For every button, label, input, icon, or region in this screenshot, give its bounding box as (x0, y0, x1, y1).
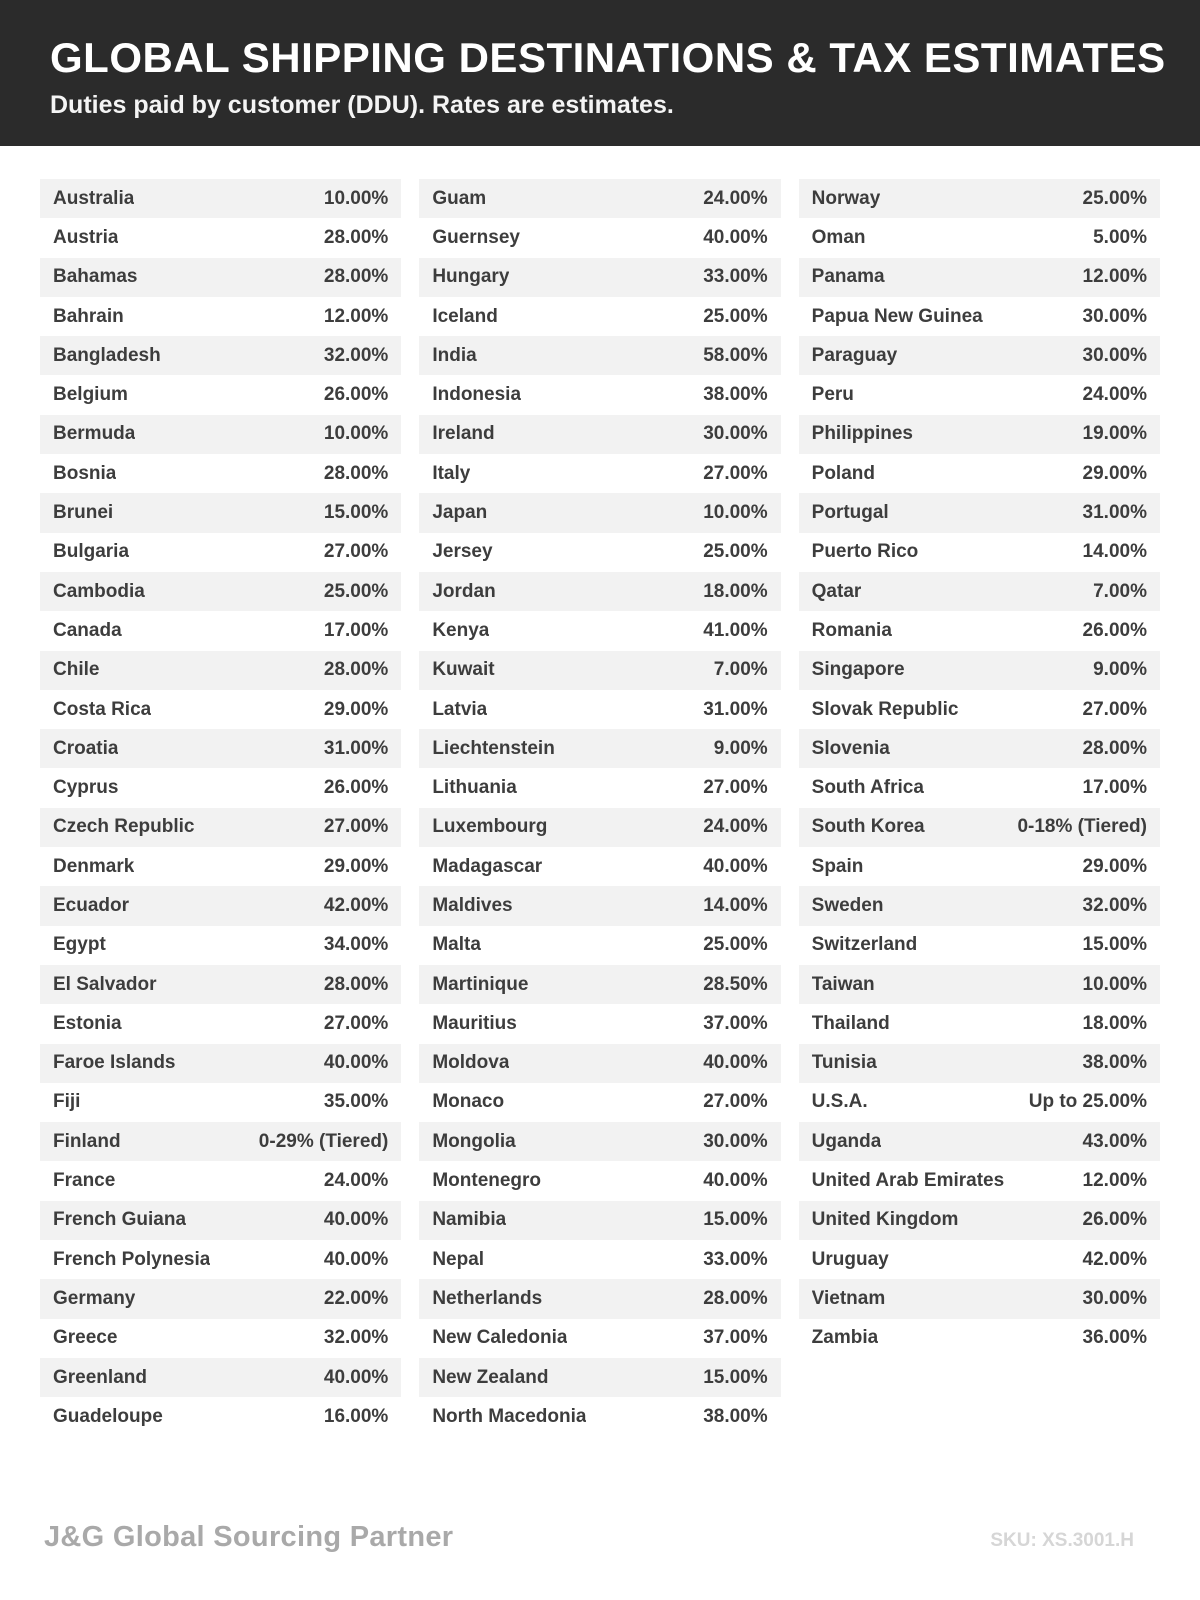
table-row (799, 611, 1160, 650)
rates-column-1 (40, 179, 401, 1437)
tax-rate: 40.00% (703, 226, 768, 248)
table-row (40, 1122, 401, 1161)
country-name: Greenland (53, 1366, 147, 1388)
table-row (40, 1044, 401, 1083)
table-row (40, 179, 401, 218)
tax-rate: 37.00% (703, 1327, 768, 1349)
table-row (799, 1161, 1160, 1200)
country-name: Jordan (432, 580, 496, 602)
tax-rate: 12.00% (1082, 1170, 1147, 1192)
tax-rate: 27.00% (703, 1091, 768, 1113)
table-row (419, 1083, 780, 1122)
tax-rate: 28.00% (703, 1287, 768, 1309)
table-row (799, 572, 1160, 611)
country-name: Italy (432, 462, 471, 484)
table-row (40, 258, 401, 297)
country-name: Philippines (811, 423, 914, 445)
country-name: Spain (811, 855, 864, 877)
table-row (799, 454, 1160, 493)
country-name: Lithuania (432, 777, 517, 799)
country-name: Faroe Islands (53, 1052, 176, 1074)
table-row (799, 1319, 1160, 1358)
country-name: Mongolia (432, 1130, 516, 1152)
country-name: Slovenia (811, 737, 890, 759)
tax-rate: 10.00% (323, 423, 389, 445)
tax-rate: 17.00% (323, 619, 389, 641)
table-row (419, 690, 780, 729)
tax-rate: 28.50% (703, 973, 768, 995)
tax-rate: 14.00% (703, 894, 768, 916)
tax-rate: 24.00% (323, 1170, 389, 1192)
tax-rate: 38.00% (1082, 1052, 1147, 1074)
country-name: Singapore (811, 659, 905, 681)
country-name: Paraguay (811, 344, 898, 366)
tax-rate: 58.00% (703, 344, 768, 366)
table-row (40, 651, 401, 690)
table-row (419, 1161, 780, 1200)
country-name: Oman (811, 226, 866, 248)
tax-rate: 40.00% (703, 1170, 768, 1192)
table-row (799, 965, 1160, 1004)
tax-rate: 29.00% (1082, 855, 1147, 877)
tax-rate: 32.00% (323, 1327, 389, 1349)
tax-rate: 40.00% (703, 1052, 768, 1074)
table-row (799, 297, 1160, 336)
table-row (40, 1201, 401, 1240)
country-name: North Macedonia (432, 1405, 587, 1427)
table-row (799, 415, 1160, 454)
tax-rate: 12.00% (323, 305, 389, 327)
tax-rate: 41.00% (703, 619, 768, 641)
table-row (799, 847, 1160, 886)
tax-rate: 10.00% (703, 502, 768, 524)
table-row (40, 847, 401, 886)
table-row (40, 572, 401, 611)
table-row (799, 336, 1160, 375)
table-row (799, 1201, 1160, 1240)
tax-rate: 40.00% (323, 1209, 389, 1231)
table-row (799, 1044, 1160, 1083)
table-row (419, 375, 780, 414)
table-row (40, 218, 401, 257)
country-name: New Caledonia (432, 1327, 568, 1349)
table-row (40, 965, 401, 1004)
tax-rate: 30.00% (1082, 1287, 1147, 1309)
tax-rate: Up to 25.00% (1028, 1091, 1147, 1113)
table-row (419, 258, 780, 297)
country-name: Australia (53, 187, 135, 209)
table-row (40, 297, 401, 336)
country-name: Malta (432, 934, 481, 956)
table-row (40, 1358, 401, 1397)
country-name: Egypt (53, 934, 106, 956)
tax-rate: 24.00% (1082, 384, 1147, 406)
table-row (799, 651, 1160, 690)
table-row (419, 611, 780, 650)
country-name: Germany (53, 1287, 136, 1309)
table-row (419, 1122, 780, 1161)
table-row (40, 336, 401, 375)
tax-rate: 10.00% (323, 187, 389, 209)
country-name: Moldova (432, 1052, 510, 1074)
table-row (419, 651, 780, 690)
country-name: Fiji (53, 1091, 81, 1113)
country-name: Jersey (432, 541, 493, 563)
country-name: Ireland (432, 423, 495, 445)
table-row (419, 572, 780, 611)
tax-rate: 30.00% (703, 1130, 768, 1152)
tax-rate: 28.00% (323, 266, 389, 288)
table-row (40, 1279, 401, 1318)
country-name: Chile (53, 659, 100, 681)
table-row (799, 729, 1160, 768)
table-row (40, 1083, 401, 1122)
tax-rate: 40.00% (323, 1248, 389, 1270)
country-name: Peru (811, 384, 854, 406)
country-name: Kuwait (432, 659, 495, 681)
tax-rate: 19.00% (1082, 423, 1147, 445)
country-name: Montenegro (432, 1170, 542, 1192)
tax-rate: 33.00% (703, 266, 768, 288)
country-name: Qatar (811, 580, 862, 602)
country-name: U.S.A. (811, 1091, 868, 1113)
table-row (419, 493, 780, 532)
table-row (799, 493, 1160, 532)
tax-rate: 38.00% (703, 384, 768, 406)
table-row (40, 611, 401, 650)
table-row (419, 847, 780, 886)
tax-rate: 15.00% (323, 502, 389, 524)
country-name: El Salvador (53, 973, 157, 995)
tax-rate: 27.00% (323, 541, 389, 563)
country-name: Slovak Republic (811, 698, 959, 720)
tax-rate: 31.00% (323, 737, 389, 759)
country-name: Nepal (432, 1248, 485, 1270)
table-row (40, 454, 401, 493)
country-name: Mauritius (432, 1012, 517, 1034)
table-row (419, 336, 780, 375)
page-subtitle: Duties paid by customer (DDU). Rates are estimates. (50, 91, 674, 119)
tax-rate: 32.00% (323, 344, 389, 366)
tax-rate: 28.00% (323, 462, 389, 484)
tax-rate: 42.00% (323, 894, 389, 916)
tax-rate: 28.00% (323, 226, 389, 248)
country-name: Greece (53, 1327, 118, 1349)
table-row (799, 179, 1160, 218)
country-name: Romania (811, 619, 892, 641)
tax-rate: 26.00% (1082, 1209, 1147, 1231)
country-name: French Guiana (53, 1209, 187, 1231)
tax-rate: 27.00% (703, 777, 768, 799)
country-name: Brunei (53, 502, 114, 524)
tax-rate: 10.00% (1082, 973, 1147, 995)
table-row (40, 415, 401, 454)
table-row (419, 886, 780, 925)
tax-rate: 31.00% (703, 698, 768, 720)
table-row (799, 375, 1160, 414)
country-name: Maldives (432, 894, 513, 916)
tax-rate: 15.00% (1082, 934, 1147, 956)
tax-rate: 29.00% (323, 698, 389, 720)
tax-rate: 42.00% (1082, 1248, 1147, 1270)
table-row (799, 218, 1160, 257)
country-name: Norway (811, 187, 881, 209)
tax-rate: 32.00% (1082, 894, 1147, 916)
tax-rate: 24.00% (703, 816, 768, 838)
table-row (799, 533, 1160, 572)
country-name: Portugal (811, 502, 889, 524)
tax-rate: 18.00% (703, 580, 768, 602)
country-name: Cambodia (53, 580, 145, 602)
tax-rate: 27.00% (1082, 698, 1147, 720)
table-row (799, 1122, 1160, 1161)
table-row (799, 1240, 1160, 1279)
table-row (799, 1004, 1160, 1043)
tax-rate: 38.00% (703, 1405, 768, 1427)
country-name: Thailand (811, 1012, 890, 1034)
country-name: Cyprus (53, 777, 119, 799)
tax-rate: 27.00% (323, 1012, 389, 1034)
tax-rate: 31.00% (1082, 502, 1147, 524)
brand-name: J&G Global Sourcing Partner (44, 1521, 454, 1553)
tax-rate: 15.00% (703, 1209, 768, 1231)
tax-rate: 40.00% (323, 1366, 389, 1388)
table-row (419, 729, 780, 768)
table-row (419, 1044, 780, 1083)
country-name: Puerto Rico (811, 541, 919, 563)
table-row (40, 808, 401, 847)
tax-rate: 28.00% (1082, 737, 1147, 759)
country-name: Guadeloupe (53, 1405, 163, 1427)
table-row (799, 690, 1160, 729)
tax-rate: 30.00% (703, 423, 768, 445)
country-name: Poland (811, 462, 875, 484)
table-row (799, 1279, 1160, 1318)
table-row (419, 415, 780, 454)
country-name: French Polynesia (53, 1248, 211, 1270)
tax-rate: 26.00% (323, 384, 389, 406)
table-row (419, 768, 780, 807)
table-row (799, 926, 1160, 965)
tax-rate: 25.00% (703, 934, 768, 956)
table-row (40, 1319, 401, 1358)
tax-rate: 28.00% (323, 659, 389, 681)
table-row (799, 808, 1160, 847)
country-name: Hungary (432, 266, 510, 288)
rates-column-3 (799, 179, 1160, 1358)
country-name: Croatia (53, 737, 119, 759)
tax-rate: 16.00% (323, 1405, 389, 1427)
table-row (419, 218, 780, 257)
country-name: Bangladesh (53, 344, 161, 366)
table-row (799, 258, 1160, 297)
tax-rate: 35.00% (323, 1091, 389, 1113)
table-row (799, 1083, 1160, 1122)
country-name: Kenya (432, 619, 490, 641)
country-name: Japan (432, 502, 488, 524)
tax-rate: 30.00% (1082, 344, 1147, 366)
country-name: Canada (53, 619, 122, 641)
page-title: GLOBAL SHIPPING DESTINATIONS & TAX ESTIMATES (50, 34, 1166, 81)
tax-rate-table (40, 179, 1160, 1437)
country-name: Guernsey (432, 226, 520, 248)
table-row (40, 690, 401, 729)
tax-rate: 40.00% (703, 855, 768, 877)
table-row (40, 533, 401, 572)
table-row (419, 1240, 780, 1279)
country-name: Bosnia (53, 462, 117, 484)
country-name: Bermuda (53, 423, 136, 445)
tax-rate: 18.00% (1082, 1012, 1147, 1034)
country-name: Ecuador (53, 894, 130, 916)
table-row (40, 1161, 401, 1200)
tax-rate: 7.00% (713, 659, 768, 681)
tax-rate: 25.00% (323, 580, 389, 602)
tax-rate: 15.00% (703, 1366, 768, 1388)
tax-rate: 14.00% (1082, 541, 1147, 563)
country-name: South Korea (811, 816, 925, 838)
tax-rate: 24.00% (703, 187, 768, 209)
tax-rate: 22.00% (323, 1287, 389, 1309)
country-name: Iceland (432, 305, 498, 327)
table-row (419, 179, 780, 218)
country-name: Tunisia (811, 1052, 877, 1074)
country-name: Martinique (432, 973, 529, 995)
country-name: Belgium (53, 384, 128, 406)
tax-rate: 25.00% (703, 305, 768, 327)
table-row (419, 297, 780, 336)
country-name: Sweden (811, 894, 884, 916)
tax-rate: 26.00% (323, 777, 389, 799)
tax-rate: 30.00% (1082, 305, 1147, 327)
table-row (40, 493, 401, 532)
page-header (0, 0, 1200, 146)
table-row (40, 1240, 401, 1279)
country-name: Madagascar (432, 855, 543, 877)
rates-column-2 (419, 179, 780, 1437)
table-row (419, 1279, 780, 1318)
tax-rate: 37.00% (703, 1012, 768, 1034)
country-name: United Arab Emirates (811, 1170, 1005, 1192)
country-name: Guam (432, 187, 487, 209)
country-name: Uganda (811, 1130, 882, 1152)
tax-rate: 34.00% (323, 934, 389, 956)
tax-rate: 26.00% (1082, 619, 1147, 641)
tax-rate: 0-29% (Tiered) (258, 1130, 389, 1152)
tax-rate: 29.00% (323, 855, 389, 877)
table-row (419, 1004, 780, 1043)
country-name: South Africa (811, 777, 924, 799)
tax-rate: 7.00% (1093, 580, 1147, 602)
country-name: Bahamas (53, 266, 138, 288)
tax-rate: 25.00% (1082, 187, 1147, 209)
table-row (40, 375, 401, 414)
country-name: New Zealand (432, 1366, 549, 1388)
table-row (419, 454, 780, 493)
tax-rate: 25.00% (703, 541, 768, 563)
country-name: United Kingdom (811, 1209, 959, 1231)
country-name: Bulgaria (53, 541, 130, 563)
page-footer (44, 1521, 1134, 1554)
country-name: Namibia (432, 1209, 507, 1231)
country-name: France (53, 1170, 116, 1192)
table-row (799, 768, 1160, 807)
table-row (419, 926, 780, 965)
country-name: Czech Republic (53, 816, 195, 838)
tax-rate: 17.00% (1082, 777, 1147, 799)
tax-rate: 9.00% (713, 737, 768, 759)
table-row (40, 1397, 401, 1436)
tax-rate: 27.00% (703, 462, 768, 484)
country-name: Estonia (53, 1012, 122, 1034)
table-row (419, 1319, 780, 1358)
tax-rate: 36.00% (1082, 1327, 1147, 1349)
country-name: Panama (811, 266, 885, 288)
country-name: Netherlands (432, 1287, 543, 1309)
country-name: Switzerland (811, 934, 918, 956)
country-name: Zambia (811, 1327, 879, 1349)
country-name: Finland (53, 1130, 121, 1152)
country-name: Denmark (53, 855, 135, 877)
country-name: Papua New Guinea (811, 305, 983, 327)
country-name: Bahrain (53, 305, 124, 327)
table-row (40, 886, 401, 925)
tax-rate: 33.00% (703, 1248, 768, 1270)
table-row (419, 808, 780, 847)
country-name: Indonesia (432, 384, 522, 406)
table-row (419, 1201, 780, 1240)
table-row (419, 533, 780, 572)
tax-rate: 27.00% (323, 816, 389, 838)
country-name: Austria (53, 226, 119, 248)
table-row (40, 1004, 401, 1043)
country-name: Liechtenstein (432, 737, 555, 759)
table-row (419, 1397, 780, 1436)
tax-rate: 28.00% (323, 973, 389, 995)
table-row (40, 729, 401, 768)
table-row (799, 886, 1160, 925)
country-name: Taiwan (811, 973, 875, 995)
table-row (40, 768, 401, 807)
tax-rate: 0-18% (Tiered) (1017, 816, 1147, 838)
tax-rate: 12.00% (1082, 266, 1147, 288)
table-row (419, 1358, 780, 1397)
country-name: Vietnam (811, 1287, 886, 1309)
tax-rate: 29.00% (1082, 462, 1147, 484)
sku-label: SKU: XS.3001.H (990, 1530, 1134, 1551)
country-name: Costa Rica (53, 698, 152, 720)
tax-rate: 5.00% (1093, 226, 1147, 248)
country-name: Latvia (432, 698, 488, 720)
tax-rate: 9.00% (1093, 659, 1147, 681)
table-row (40, 926, 401, 965)
country-name: Uruguay (811, 1248, 889, 1270)
country-name: India (432, 344, 477, 366)
table-row (419, 965, 780, 1004)
country-name: Luxembourg (432, 816, 548, 838)
country-name: Monaco (432, 1091, 505, 1113)
tax-rate: 40.00% (323, 1052, 389, 1074)
tax-rate: 43.00% (1082, 1130, 1147, 1152)
